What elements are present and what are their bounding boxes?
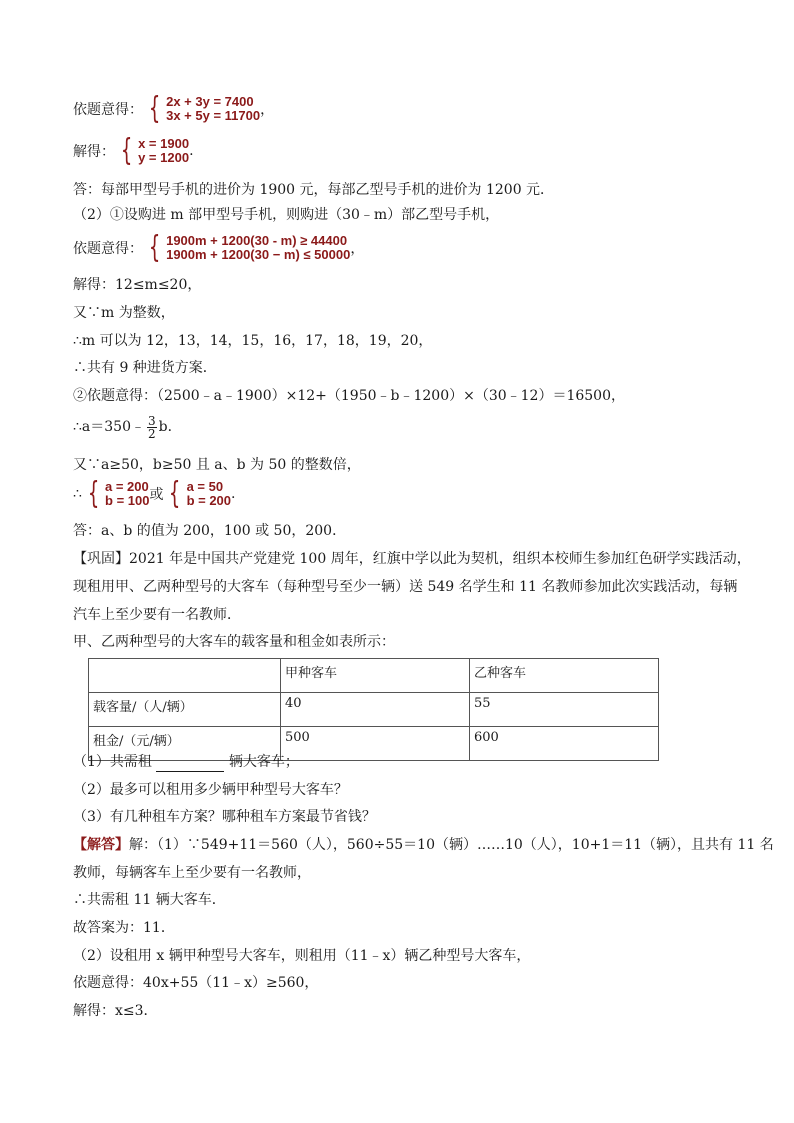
system-label: 依题意得： (73, 241, 143, 257)
solution-line (73, 835, 774, 855)
answer-blank (156, 757, 224, 772)
equation-system-4 (73, 476, 236, 511)
equation: 2x + 3y = 7400 (166, 94, 254, 109)
formula-text: b． (158, 419, 182, 435)
solution-line: 依题意得：40x+55（11﹣x）≥560， (73, 975, 319, 991)
equation: y = 1200 (138, 150, 190, 165)
table-row (89, 659, 659, 693)
solution-line: 故答案为：11． (73, 920, 175, 936)
fraction (147, 415, 157, 440)
equation: 1900m + 1200(30 − m) ≤ 50000 (166, 247, 351, 262)
text-line: （2）①设购进 m 部甲型号手机，则购进（30﹣m）部乙型号手机， (73, 207, 500, 223)
bus-info-table (88, 658, 659, 761)
question-text: （1）共需租 (73, 754, 152, 770)
denominator: 2 (147, 426, 156, 441)
equation: 3x + 5y = 11700 (166, 108, 261, 123)
equations (105, 480, 149, 508)
solution-line: 教师，每辆客车上至少要有一名教师， (73, 865, 311, 881)
table-cell (89, 659, 281, 693)
text-line: ②依题意得：（2500﹣a﹣1900）×12+（1950﹣b﹣1200）×（30﹣12）＝16500， (73, 388, 625, 404)
table-cell: 租金/（元/辆） (89, 727, 281, 761)
system-label: 解得： (73, 144, 115, 160)
or-word: 或 (149, 487, 164, 503)
solution-line: 解得：x≤3． (73, 1003, 158, 1019)
solution-tag: 【解答】 (73, 837, 129, 853)
equation: b = 200 (186, 493, 232, 508)
question-line: （3）有几种租车方案？哪种租车方案最节省钱？ (73, 809, 376, 825)
formula-text: ∴a＝350﹣ (73, 419, 145, 435)
table-cell: 40 (281, 693, 470, 727)
punctuation: . (231, 486, 236, 502)
left-brace: { (120, 133, 133, 168)
question-line: （2）最多可以租用多少辆甲种型号大客车？ (73, 782, 348, 798)
equations (187, 480, 231, 508)
equation: b = 100 (105, 493, 150, 508)
equation: x = 1900 (138, 136, 190, 151)
equations (166, 95, 260, 123)
text-line: 又∵a≥50，b≥50 且 a、b 为 50 的整数倍， (73, 457, 361, 473)
left-brace: { (148, 91, 161, 126)
formula-line (73, 414, 182, 440)
text-line: 甲、乙两种型号的大客车的载客量和租金如表所示： (73, 634, 395, 650)
left-brace: { (148, 230, 161, 265)
equation: 1900m + 1200(30 - m) ≥ 44400 (166, 233, 348, 248)
answer-line: 答：每部甲型号手机的进价为 1900 元，每部乙型号手机的进价为 1200 元． (73, 182, 555, 198)
equation-system-2 (73, 133, 194, 168)
table-cell: 甲种客车 (281, 659, 470, 693)
equation: a = 200 (105, 479, 149, 494)
answer-line: 答：a、b 的值为 200，100 或 50，200． (73, 523, 347, 539)
equation-system-1 (73, 91, 275, 126)
text-line: 解得：12≤m≤20， (73, 277, 202, 293)
punctuation: ， (350, 241, 365, 257)
table-cell: 55 (470, 693, 659, 727)
numerator: 3 (147, 413, 156, 428)
equations (138, 137, 189, 165)
table-cell: 600 (470, 727, 659, 761)
system-label: 依题意得： (73, 102, 143, 118)
equation-system-3 (73, 230, 365, 265)
text-line: 又∵m 为整数， (73, 305, 175, 321)
text-line: 现租用甲、乙两种型号的大客车（每种型号至少一辆）送 549 名学生和 11 名教师参加此次实践活动，每辆 (73, 579, 738, 595)
equations (166, 234, 350, 262)
punctuation: ， (260, 102, 275, 118)
text-line: ∴共有 9 种进货方案． (73, 360, 217, 376)
left-brace: { (169, 476, 181, 511)
question-text: 辆大客车； (228, 754, 299, 770)
table-cell: 乙种客车 (470, 659, 659, 693)
table-cell: 载客量/（人/辆） (89, 693, 281, 727)
equation: a = 50 (186, 479, 224, 494)
solution-line: ∴共需租 11 辆大客车． (73, 892, 226, 908)
table-row (89, 693, 659, 727)
solution-line: （2）设租用 x 辆甲种型号大客车，则租用（11﹣x）辆乙种型号大客车， (73, 948, 531, 964)
question-line (73, 752, 299, 772)
therefore-symbol: ∴ (73, 486, 82, 502)
solution-text: 解：（1）∵549+11＝560（人），560÷55＝10（辆）……10（人），10+1＝11（辆），且共有 11 名 (129, 837, 774, 853)
text-line: ∴m 可以为 12，13，14，15，16，17，18，19，20， (73, 333, 433, 349)
table-cell: 500 (281, 727, 470, 761)
punctuation: . (189, 143, 194, 159)
text-line: 【巩固】2021 年是中国共产党建党 100 周年，红旗中学以此为契机，组织本校师生参加红色研学实践活动， (73, 551, 751, 567)
left-brace: { (87, 476, 100, 511)
text-line: 汽车上至少要有一名教师． (73, 607, 241, 623)
